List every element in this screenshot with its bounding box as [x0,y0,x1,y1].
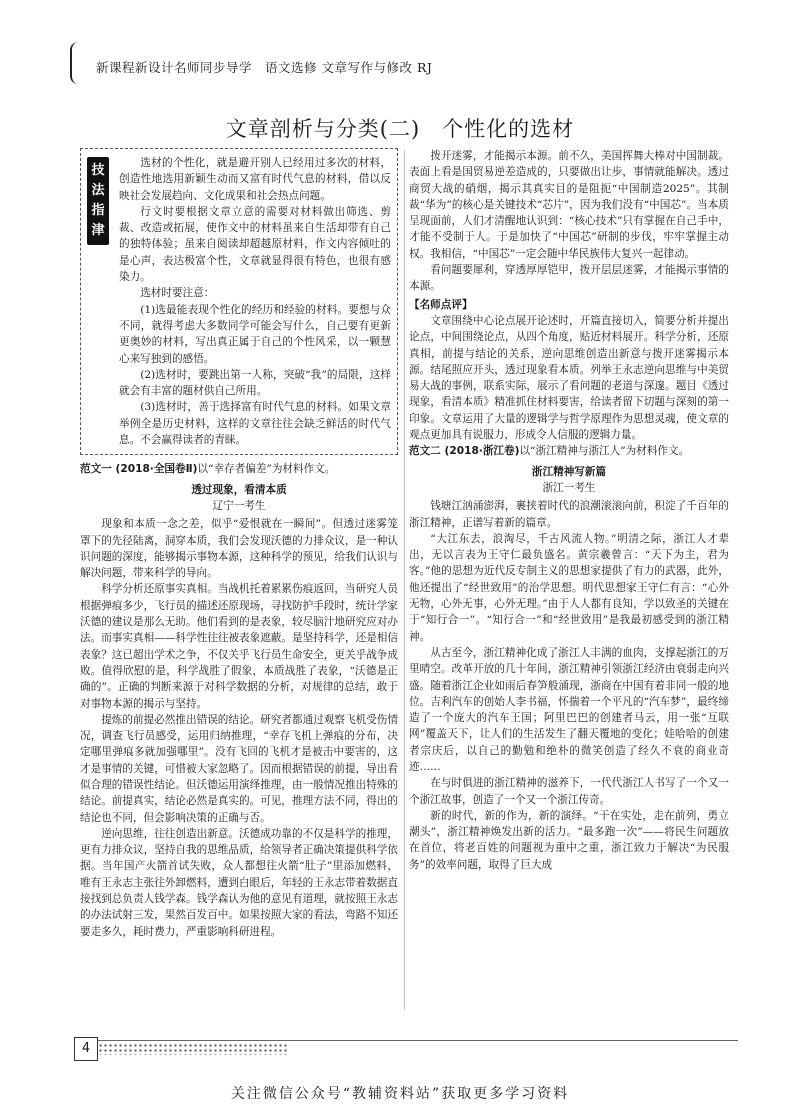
review-label: 【名师点评】 [409,298,473,311]
page-number: 4 [74,1037,98,1061]
tips-tag-char: 技 [91,163,105,178]
running-header: 新课程新设计名师同步导学 语文选修 文章写作与修改 RJ [96,60,433,75]
tips-box [80,148,398,455]
essay1-heading [80,461,398,477]
tips-paragraph: 选材的个性化，就是避开别人已经用过多次的材料，创造性地选用新颖生动而又富有时代气息的材料，借以反映社会发展趋向、文化成果和社会热点问题。 [119,157,391,202]
tips-paragraph: (2)选材时，要跳出第一人称，突破“我”的局限，这样就会有丰富的题材供自己所用。 [119,368,391,398]
essay2-author: 浙江一考生 [542,481,596,494]
essay1-title: 透过现象，看清本质 [191,483,287,496]
essay2-paragraph: “大江东去，浪淘尽，千古风流人物。”明清之际，浙江人才辈出，无以言表为王守仁最负盛名。黄宗羲曾言：“天下为主，君为客。”他的思想为近代反专制主义的思想家提供了有力的武器，此外，他还提出了“经世致用”的治学思想。明代思想家王守仁有言：“心外无物，心外无事，心外无理。”由于人人都有良知，学以致圣的关键在于“知行合一”。“知行合一”和“经世致用”是我最初感受到的浙江精神。 [409,532,729,643]
tips-tag-char: 津 [91,223,105,238]
right-column [409,148,729,873]
left-column [80,148,398,940]
essay1-paragraph: 提炼的前提必然推出错误的结论。研究者都通过观察飞机受伤情况，调查飞行员感受，运用归纳推理，“幸存飞机上弹痕的分布，决定哪里弹痕多就加强哪里”。没有飞回的飞机才是被击中要害的，这才是事情的关键，可惜被大家忽略了。因而根据错误的前提，导出看似合理的错误性结论。但沃德运用演绎推理，由一般情况推出特殊的结论。前提真实，结论必然是真实的。可见，推理方法不同，得出的结论也不同，但会影响决策的正确与否。 [80,713,398,824]
tips-tag-char: 指 [91,203,105,218]
essay1-label: 范文一 [80,463,112,476]
essay2-paragraph: 新的时代，新的作为，新的演绎。“干在实处，走在前列，勇立潮头”，浙江精神焕发出新的活力。“最多跑一次”——将民生问题放在首位，将老百姓的问题视为重中之重，浙江致力于解决“为民服务”的效率问题，取得了巨大成 [409,809,729,871]
essay1-source: (2018·全国卷Ⅱ) [115,463,198,476]
column-divider [404,150,405,1010]
tips-paragraph: (3)选材时，善于选择富有时代气息的材料。如果文章举例全是历史材料，这样的文章往往会缺乏鲜活的时代气息。不会赢得读者的青睐。 [119,401,391,447]
essay1-paragraph: 科学分析还原事实真相。当战机托着累累伤痕返回，当研究人员根据弹痕多少，飞行员的描述还原现场，寻找防护手段时，统计学家沃德的建议是那么无助。他们看到的是表象，较尽脑汁地研究应对办法。而事实真相——科学性往往被表象遮蔽。是坚持科学，还是相信表象？这已超出学术之争，不仅关乎飞行员生命安全，更关乎战争成败。值得欣慰的是，科学战胜了假象，本质战胜了表象，“沃德是正确的”。正确的判断来源于对科学数据的分析，对规律的总结，敢于对事物本源的揭示与坚持。 [80,583,398,710]
review-text: 文章围绕中心论点展开论述时，开篇直接切入，简要分析并提出论点，中间围绕论点，从四个角度，贴近材料展开。科学分析，还原真相，前提与结论的关系，逆向思维创造出新意与拨开迷雾揭示本源。结尾照应开头，透过现象看本质。列举王永志逆向思维与中美贸易大战的事例，联系实际，展示了看问题的老道与深邃。题目《透过现象，看清本质》精准抓住材料要害，给读者留下切题与深刻的第一印象。文章运用了大量的逻辑学与哲学原理作为思想灵魂，使文章的观点更加具有说服力，形成令人信服的逻辑力量。 [409,314,729,442]
tips-paragraph: 行文时要根据文章立意的需要对材料做出筛选、剪裁、改造或拓展，使作文中的材料虽来自生活却带有自己的独特体验；虽来自阅读却超越原材料，作文内容倾吐的是心声，表达极富个性，文章就显得很有特色，也很有感染力。 [119,205,391,284]
essay2-paragraph: 钱塘江汹涌澎湃，裹挟着时代的浪潮滚滚向前，积淀了千百年的浙江精神，正谱写着新的篇章。 [409,500,729,529]
page-title: 文章剖析与分类(二) 个性化的选材 [225,117,575,141]
tips-paragraph: (1)选最能表现个性化的经历和经验的材料。要想与众不同，就得考虑大多数同学可能会写什么，自己要有更新更奥妙的材料，写出真正属于自己的个性风采，以一颗慧心来写独到的感悟。 [119,303,391,365]
footer-rule [98,1040,738,1041]
essay2-paragraph: 从古至今，浙江精神化成了浙江人丰满的血肉，支撑起浙江的万里晴空。改革开放的几十年间，浙江精神引领浙江经济由衰弱走向兴盛。随着浙江企业如雨后春笋般涌现，浙商在中国有着非同一般的地位。吉利汽车的创始人李书福，怀揣着一个平凡的“汽车梦”，最终缔造了一个庞大的汽车王国；阿里巴巴的创建者马云，用一张“互联网”覆盖天下，让人们的生活发生了翻天覆地的变化；娃哈哈的创建者宗庆后，以自己的勤勉和绝朴的微笑创造了经久不衰的商业奇迹…… [409,646,729,773]
essay1-paragraph: 拨开迷雾，才能揭示本源。前不久，美国挥舞大棒对中国制裁。表面上看是国贸易逆差造成的，只要做出让步，事情就能解决。透过商贸大战的硝烟，揭示其真实目的是阻扼“中国制造2025”。其制裁“华为”的核心是关键技术“芯片”，因为我们没有“中国芯”。当本质呈现面前，人们才清醒地认识到：“核心技术”只有掌握在自己手中，才能不受制于人。于是加快了“中国芯”研制的步伐，牢牢掌握主动权。我相信，“中国芯”一定会随中华民族伟大复兴一起律动。 [409,150,729,260]
essay2-title: 浙江精神写新篇 [531,465,607,478]
essay1-paragraph: 逆向思维，往往创造出新意。沃德成功靠的不仅是科学的推理，更有力排众议，坚持自我的思维品质，给领导者正确决策提供科学依据。当年国产火箭首试失败，众人都想往火箭“肚子”里添加燃料，唯有王永志主张往外卸燃料，遭到白眼后，年轻的王永志带着数据直接找到总负责人钱学森。钱学森认为他的意见有道理，就按照王永志的办法试射三发，果然百发百中。如果按照大家的看法，弯路不知还要走多久，耗时费力，严重影响科研进程。 [80,827,398,938]
essay2-prompt: 以“浙江精神与浙江人”为材料作文。 [519,445,690,458]
tips-tag-char: 法 [91,183,105,198]
essay2-paragraph: 在与时俱进的浙江精神的滋养下，一代代浙江人书写了一个又一个浙江故事，创造了一个又一个浙江传奇。 [409,777,729,806]
tips-tag [87,157,109,245]
essay1-paragraph: 现象和本质一念之差，似乎“爱恨就在一瞬间”。但透过迷雾笼罩下的先径陆离，洞穿本质，我们会发现沃德的力排众议，是一种认识问题的深度，能够揭示事物本源，这种科学的预见，给我们认识与解决问题，带来科学的导向。 [80,518,398,580]
essay1-prompt: 以“幸存者偏差”为材料作文。 [197,463,336,476]
essay2-heading [409,443,729,459]
header-ornament [70,42,82,84]
tips-paragraph: 选材时要注意： [140,287,215,300]
essay2-label: 范文二 [409,445,441,458]
essay1-author: 辽宁一考生 [212,499,266,512]
footer-dot-pattern [98,1043,288,1055]
essay1-paragraph: 看问题要犀利，穿透厚厚铠甲，拨开层层迷雾，才能揭示事情的本源。 [409,264,729,293]
bottom-banner: 关注微信公众号“教辅资料站”获取更多学习资料 [230,1086,570,1102]
essay2-source: (2018·浙江卷) [444,445,520,458]
